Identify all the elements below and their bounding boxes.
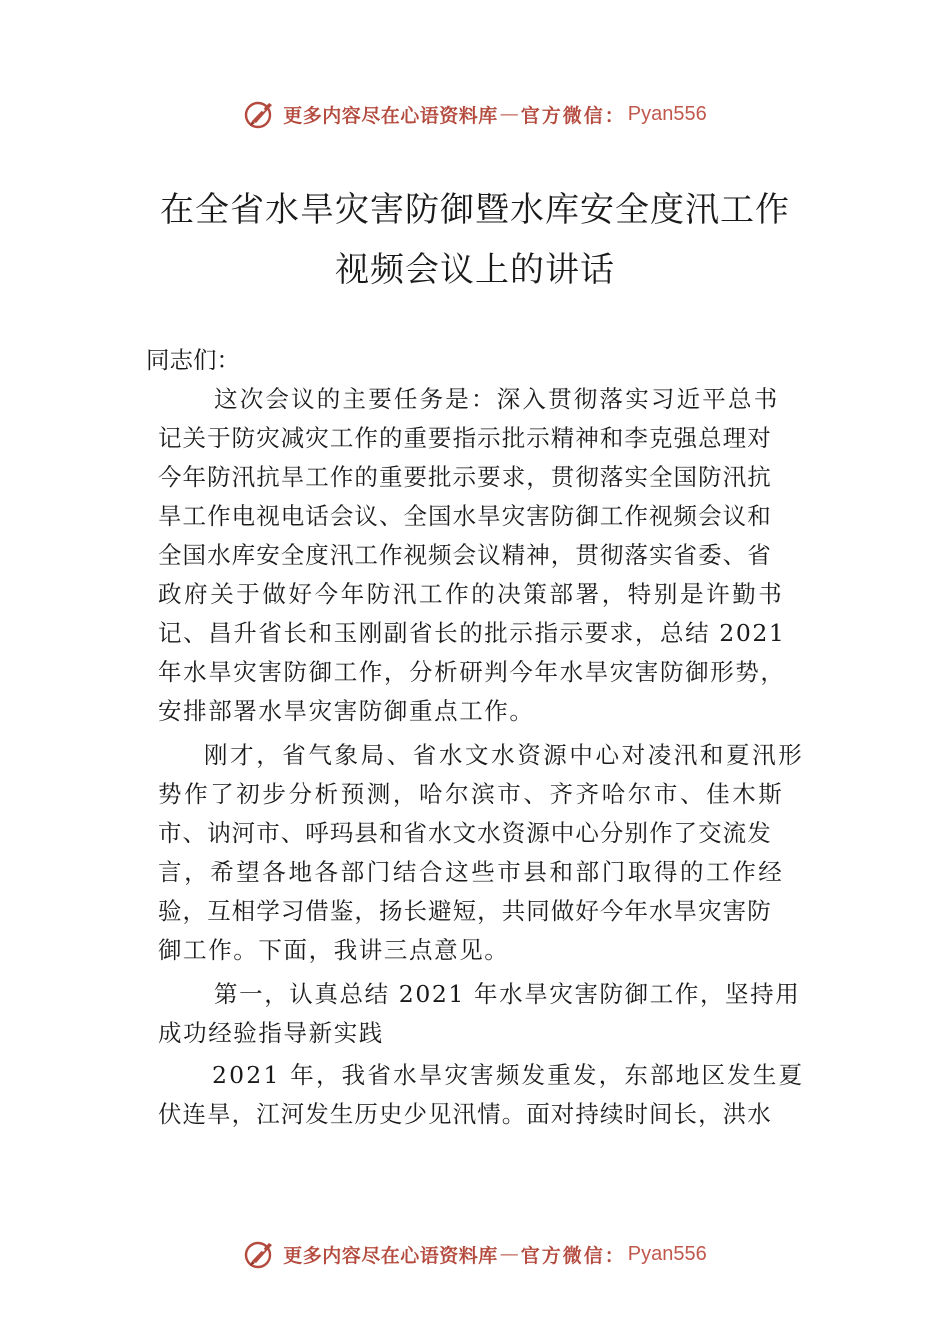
body-line: 政府关于做好今年防汛工作的决策部署，特别是许勤书 — [158, 580, 785, 608]
banner-dash: — — [499, 103, 519, 125]
section-heading-1-line-2: 成功经验指导新实践 — [158, 1019, 384, 1047]
document-title-line-2: 视频会议上的讲话 — [335, 250, 615, 290]
body-line: 御工作。下面，我讲三点意见。 — [158, 936, 510, 964]
quill-logo-icon — [243, 1237, 277, 1271]
body-line: 验，互相学习借鉴，扬长避短，共同做好今年水旱灾害防 — [158, 897, 772, 925]
body-line: 年水旱灾害防御工作，分析研判今年水旱灾害防御形势， — [158, 658, 786, 686]
quill-logo-icon — [243, 97, 277, 131]
document-title-line-1: 在全省水旱灾害防御暨水库安全度汛工作 — [160, 190, 790, 230]
body-line: 这次会议的主要任务是：深入贯彻落实习近平总书 — [214, 385, 780, 413]
body-line: 今年防汛抗旱工作的重要批示要求，贯彻落实全国防汛抗 — [158, 463, 772, 491]
body-line: 言，希望各地各部门结合这些市县和部门取得的工作经 — [158, 858, 785, 886]
body-line: 刚才，省气象局、省水文水资源中心对凌汛和夏汛形 — [204, 741, 805, 769]
footer-wechat-label: 官方微信： — [520, 1244, 626, 1267]
body-line: 旱工作电视电话会议、全国水旱灾害防御工作视频会议和 — [158, 502, 772, 530]
banner-wechat-id: Pyan556 — [627, 102, 707, 125]
body-line: 伏连旱，江河发生历史少见汛情。面对持续时间长，洪水 — [158, 1100, 772, 1128]
footer-banner — [0, 1234, 950, 1274]
body-line: 记、昌升省长和玉刚副省长的批示指示要求，总结 2021 — [158, 619, 786, 647]
body-line: 势作了初步分析预测，哈尔滨市、齐齐哈尔市、佳木斯 — [158, 780, 785, 808]
section-heading-1-line-1: 第一，认真总结 2021 年水旱灾害防御工作，坚持用 — [214, 980, 801, 1008]
footer-dash: — — [499, 1243, 519, 1265]
header-banner — [0, 94, 950, 134]
body-line: 2021 年，我省水旱灾害频发重发，东部地区发生夏 — [212, 1061, 805, 1089]
body-line: 市、讷河市、呼玛县和省水文水资源中心分别作了交流发 — [158, 819, 772, 847]
banner-wechat-label: 官方微信： — [520, 104, 626, 127]
footer-promo-text: 更多内容尽在心语资料库 — [283, 1244, 498, 1267]
body-line: 全国水库安全度汛工作视频会议精神，贯彻落实省委、省 — [158, 541, 772, 569]
salutation: 同志们： — [146, 346, 240, 374]
body-line: 记关于防灾减灾工作的重要指示批示精神和李克强总理对 — [158, 424, 772, 452]
body-line: 安排部署水旱灾害防御重点工作。 — [158, 697, 535, 725]
banner-promo-text: 更多内容尽在心语资料库 — [283, 104, 498, 127]
footer-wechat-id: Pyan556 — [627, 1242, 707, 1265]
